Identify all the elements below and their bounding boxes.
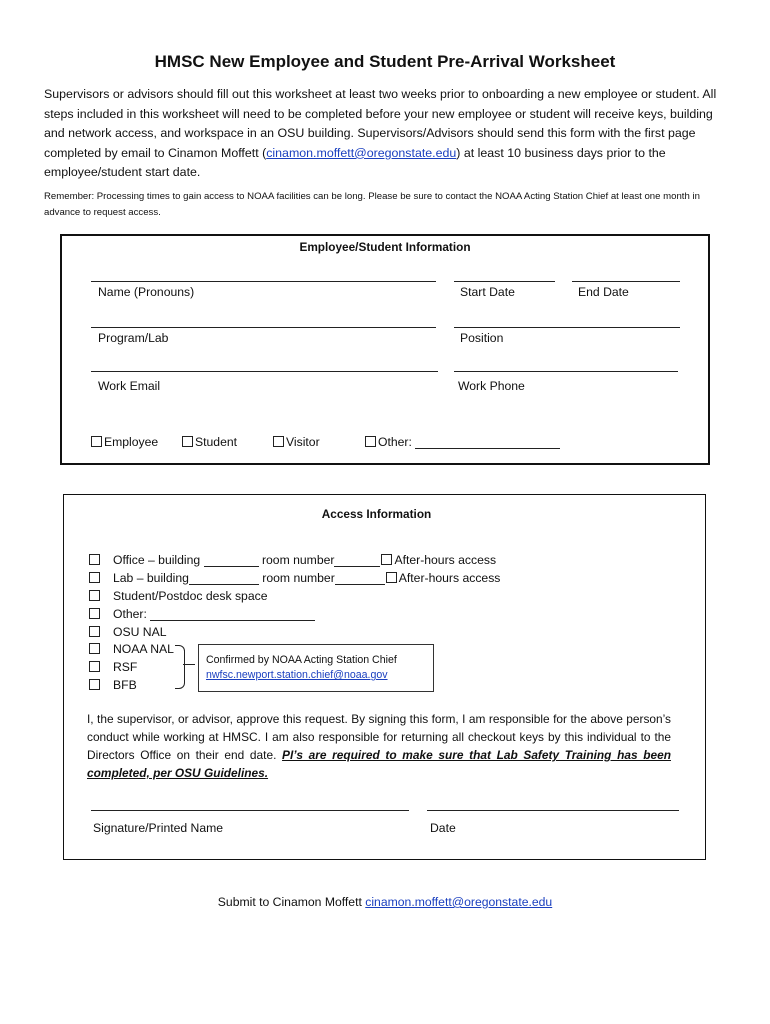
checkbox-icon[interactable] xyxy=(89,626,100,637)
checkbox-icon[interactable] xyxy=(381,554,392,565)
remember-note: Remember: Processing times to gain access to NOAA facilities can be long. Please be sure to contact the NOAA Acting Station Chief at least one month in advance to request access. xyxy=(44,191,700,218)
other-type-field[interactable] xyxy=(415,436,560,449)
employee-info-header: Employee/Student Information xyxy=(299,240,471,254)
office-row: Office – building room number After-hours access xyxy=(89,553,496,567)
phone-label: Work Phone xyxy=(458,379,525,393)
position-field[interactable] xyxy=(454,327,680,328)
type-other[interactable]: Other: xyxy=(365,435,560,449)
signature-field[interactable] xyxy=(91,810,409,811)
type-employee[interactable]: Employee xyxy=(91,435,158,449)
access-info-header: Access Information xyxy=(321,507,432,521)
checkbox-icon[interactable] xyxy=(89,590,100,601)
name-label: Name (Pronouns) xyxy=(98,285,195,299)
page-title: HMSC New Employee and Student Pre-Arrival Worksheet xyxy=(154,52,616,71)
type-visitor[interactable]: Visitor xyxy=(273,435,320,449)
lab-room-field[interactable] xyxy=(335,572,385,585)
employee-info-box xyxy=(60,234,710,465)
phone-field[interactable] xyxy=(454,371,678,372)
noaa-nal-row: NOAA NAL xyxy=(89,642,174,656)
checkbox-icon[interactable] xyxy=(89,679,100,690)
checkbox-icon[interactable] xyxy=(182,436,193,447)
desk-row: Student/Postdoc desk space xyxy=(89,589,267,603)
intro-paragraph xyxy=(44,85,734,183)
end-date-field[interactable] xyxy=(572,281,680,282)
intro-email-link[interactable]: cinamon.moffett@oregonstate.edu xyxy=(266,145,457,160)
program-label: Program/Lab xyxy=(98,331,169,345)
checkbox-icon[interactable] xyxy=(91,436,102,447)
other-row: Other: xyxy=(89,607,315,621)
position-label: Position xyxy=(460,331,504,345)
checkbox-icon[interactable] xyxy=(89,608,100,619)
confirmation-text: Confirmed by NOAA Acting Station Chief xyxy=(206,654,397,666)
email-field[interactable] xyxy=(91,371,438,372)
date-label: Date xyxy=(430,821,456,835)
name-field[interactable] xyxy=(91,281,436,282)
program-field[interactable] xyxy=(91,327,436,328)
intro-text-2: ) at least 10 business days prior to the employee/student start date. xyxy=(44,145,666,180)
submit-line: Submit to Cinamon Moffett cinamon.moffett@oregonstate.edu xyxy=(217,895,553,909)
end-date-label: End Date xyxy=(578,285,629,299)
bfb-row: BFB xyxy=(89,678,137,692)
approval-paragraph: I, the supervisor, or advisor, approve this request. By signing this form, I am responsible for the above person’s conduct while working at HMSC. I am also responsible for returning all checkout keys by this individual to the Directors Office on their end date. PI’s are required to make sure that Lab Safety Training has been completed, per OSU Guidelines. xyxy=(87,712,671,780)
checkbox-icon[interactable] xyxy=(89,554,100,565)
station-chief-email-link[interactable]: nwfsc.newport.station.chief@noaa.gov xyxy=(206,669,388,681)
checkbox-icon[interactable] xyxy=(273,436,284,447)
checkbox-icon[interactable] xyxy=(386,572,397,583)
office-room-field[interactable] xyxy=(334,554,380,567)
start-date-field[interactable] xyxy=(454,281,555,282)
lab-row: Lab – building room number After-hours access xyxy=(89,571,500,585)
lab-safety-note: PI’s are required to make sure that Lab Safety Training has been completed, per OSU Guidelines. xyxy=(87,748,671,780)
checkbox-icon[interactable] xyxy=(89,643,100,654)
type-student[interactable]: Student xyxy=(182,435,237,449)
other-access-field[interactable] xyxy=(150,608,315,621)
office-building-field[interactable] xyxy=(204,554,259,567)
submit-email-link[interactable]: cinamon.moffett@oregonstate.edu xyxy=(365,895,553,909)
checkbox-icon[interactable] xyxy=(365,436,376,447)
brace-icon xyxy=(175,645,185,689)
intro-text-1: Supervisors or advisors should fill out this worksheet at least two weeks prior to onboarding a new employee or student. All steps included in this worksheet will need to be completed before your new employee or student will receive keys, building and network access, and workspace in an OSU building. Supervisors/Advisors should send this form with the first page completed by email to Cinamon Moffett ( xyxy=(44,87,717,160)
noaa-confirmation-box xyxy=(198,644,434,692)
checkbox-icon[interactable] xyxy=(89,572,100,583)
signature-label: Signature/Printed Name xyxy=(93,821,224,835)
start-date-label: Start Date xyxy=(460,285,515,299)
brace-tip xyxy=(183,664,195,665)
checkbox-icon[interactable] xyxy=(89,661,100,672)
date-field[interactable] xyxy=(427,810,679,811)
email-label: Work Email xyxy=(98,379,161,393)
lab-building-field[interactable] xyxy=(189,572,259,585)
rsf-row: RSF xyxy=(89,660,137,674)
osu-nal-row: OSU NAL xyxy=(89,625,167,639)
